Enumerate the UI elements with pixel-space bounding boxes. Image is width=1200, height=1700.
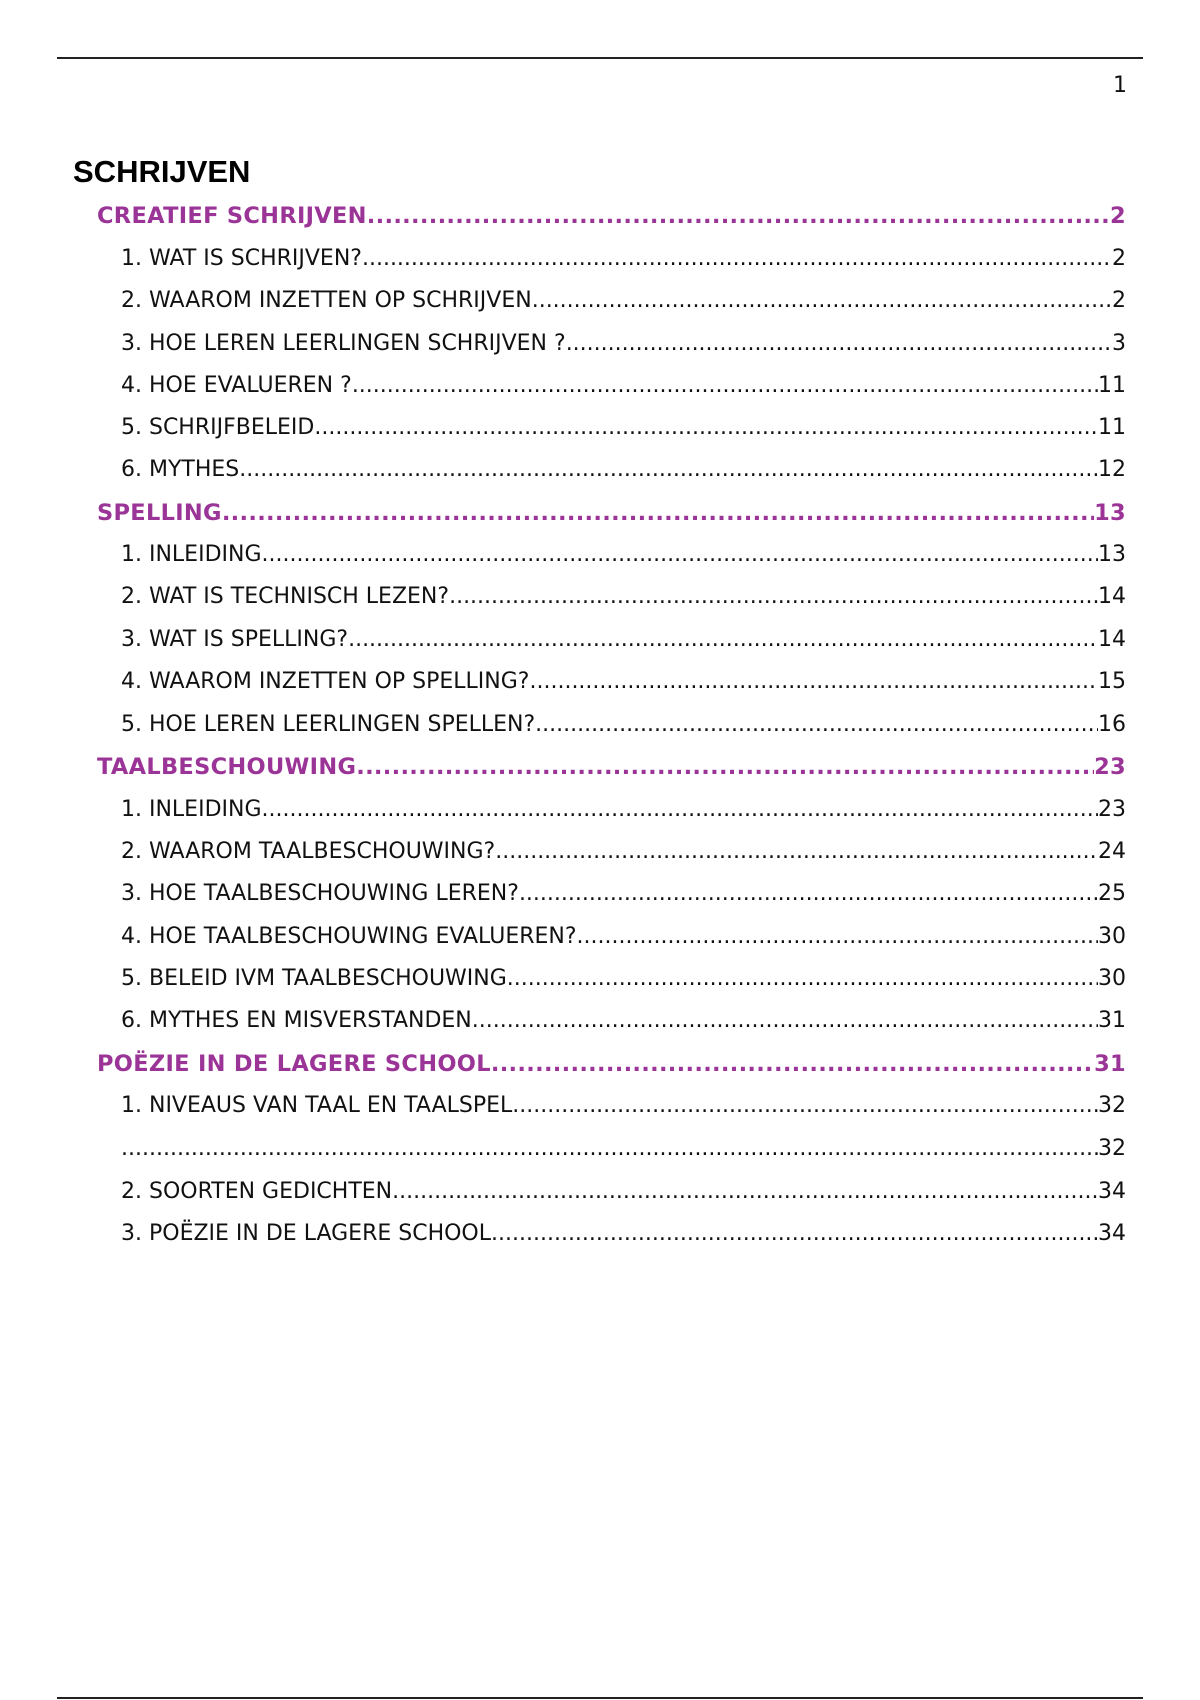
toc-dot-leader [512, 1089, 1098, 1123]
toc-dot-leader [535, 708, 1098, 742]
toc-subsection-entry[interactable] [121, 242, 1126, 276]
toc-entry-page-number: 30 [1098, 924, 1126, 949]
toc-entry-page-number: 30 [1098, 966, 1126, 991]
toc-entry-label: 1. NIVEAUS VAN TAAL EN TAALSPEL [121, 1093, 513, 1118]
toc-subsection-entry[interactable] [121, 538, 1126, 572]
toc-entry-label: 2. WAT IS TECHNISCH LEZEN? [121, 584, 450, 609]
toc-section-entry[interactable] [97, 199, 1126, 233]
toc-subsection-entry[interactable] [121, 284, 1126, 318]
toc-entry-page-number: 32 [1098, 1136, 1126, 1161]
toc-subsection-entry[interactable] [121, 369, 1126, 403]
toc-subsection-entry[interactable] [121, 1175, 1126, 1209]
toc-entry-page-number: 34 [1098, 1179, 1126, 1204]
toc-subsection-entry[interactable] [121, 327, 1126, 361]
toc-dot-leader [566, 327, 1112, 361]
toc-dot-leader [449, 580, 1098, 614]
toc-entry-page-number: 11 [1098, 415, 1126, 440]
toc-dot-leader [577, 920, 1098, 954]
toc-entry-page-number: 24 [1098, 839, 1126, 864]
toc-dot-leader [121, 1132, 1098, 1166]
toc-entry-label: 5. HOE LEREN LEERLINGEN SPELLEN? [121, 712, 536, 737]
toc-entry-label: CREATIEF SCHRIJVEN [97, 203, 367, 229]
toc-dot-leader [314, 411, 1098, 445]
toc-dot-leader [507, 962, 1098, 996]
toc-subsection-entry[interactable] [121, 1089, 1126, 1123]
toc-entry-page-number: 23 [1094, 754, 1126, 780]
footer-rule [57, 1697, 1143, 1699]
toc-entry-page-number: 2 [1112, 288, 1126, 313]
toc-entry-page-number: 15 [1098, 669, 1126, 694]
toc-entry-page-number: 13 [1094, 500, 1126, 526]
toc-entry-label: 3. POËZIE IN DE LAGERE SCHOOL [121, 1221, 492, 1246]
toc-dot-leader [392, 1175, 1098, 1209]
toc-entry-page-number: 34 [1098, 1221, 1126, 1246]
toc-subsection-entry[interactable] [121, 623, 1126, 657]
toc-entry-label: 2. WAAROM TAALBESCHOUWING? [121, 839, 496, 864]
header-rule [57, 57, 1143, 59]
toc-entry-page-number: 2 [1112, 246, 1126, 271]
toc-subsection-entry[interactable] [121, 793, 1126, 827]
toc-entry-label: 2. SOORTEN GEDICHTEN [121, 1179, 393, 1204]
toc-entry-label: 4. HOE EVALUEREN ? [121, 373, 352, 398]
toc-dot-leader [495, 835, 1098, 869]
toc-dot-leader [529, 665, 1098, 699]
toc-dot-leader [472, 1004, 1098, 1038]
toc-subsection-entry[interactable] [121, 962, 1126, 996]
toc-entry-page-number: 12 [1098, 457, 1126, 482]
toc-entry-page-number: 25 [1098, 881, 1126, 906]
toc-entry-page-number: 13 [1098, 542, 1126, 567]
toc-entry-label: 3. HOE LEREN LEERLINGEN SCHRIJVEN ? [121, 331, 566, 356]
toc-dot-leader [352, 369, 1098, 403]
toc-dot-leader [362, 242, 1112, 276]
toc-section-entry[interactable] [97, 750, 1126, 784]
toc-dot-leader [222, 496, 1094, 530]
toc-entry-label: TAALBESCHOUWING [97, 754, 357, 780]
toc-entry-page-number: 16 [1098, 712, 1126, 737]
toc-entry-page-number: 14 [1098, 584, 1126, 609]
document-title: SCHRIJVEN [73, 154, 251, 189]
toc-entry-page-number: 14 [1098, 627, 1126, 652]
toc-subsection-entry[interactable] [121, 920, 1126, 954]
toc-dot-leader [348, 623, 1098, 657]
page-number: 1 [1113, 73, 1127, 98]
toc-entry-label: 5. SCHRIJFBELEID [121, 415, 315, 440]
toc-entry-page-number: 32 [1098, 1093, 1126, 1118]
toc-entry-page-number: 31 [1094, 1051, 1126, 1077]
toc-entry-label: 2. WAAROM INZETTEN OP SCHRIJVEN [121, 288, 532, 313]
toc-entry-label: 6. MYTHES EN MISVERSTANDEN [121, 1008, 472, 1033]
toc-dot-leader [356, 750, 1094, 784]
toc-subsection-entry[interactable] [121, 708, 1126, 742]
toc-subsection-entry[interactable] [121, 835, 1126, 869]
toc-dot-leader [532, 284, 1112, 318]
toc-entry-page-number: 2 [1110, 203, 1126, 229]
toc-dot-leader [262, 538, 1098, 572]
toc-dot-leader [491, 1047, 1094, 1081]
toc-subsection-entry[interactable] [121, 453, 1126, 487]
toc-subsection-entry[interactable] [121, 877, 1126, 911]
toc-subsection-entry[interactable] [121, 411, 1126, 445]
toc-entry-label: 4. HOE TAALBESCHOUWING EVALUEREN? [121, 924, 577, 949]
toc-dot-leader [239, 453, 1098, 487]
toc-entry-label: 4. WAAROM INZETTEN OP SPELLING? [121, 669, 530, 694]
toc-section-entry[interactable] [97, 1047, 1126, 1081]
toc-subsection-entry[interactable] [121, 580, 1126, 614]
toc-entry-page-number: 23 [1098, 797, 1126, 822]
toc-entry-label: 6. MYTHES [121, 457, 240, 482]
toc-subsection-entry[interactable] [121, 665, 1126, 699]
toc-dot-leader [262, 793, 1098, 827]
toc-dot-leader [519, 877, 1098, 911]
toc-entry-label: 1. INLEIDING [121, 797, 262, 822]
toc-section-entry[interactable] [97, 496, 1126, 530]
toc-subsection-entry[interactable] [121, 1132, 1126, 1166]
toc-entry-page-number: 3 [1112, 331, 1126, 356]
toc-entry-label: 1. WAT IS SCHRIJVEN? [121, 246, 362, 271]
toc-dot-leader [491, 1217, 1098, 1251]
toc-subsection-entry[interactable] [121, 1004, 1126, 1038]
toc-entry-label: 3. HOE TAALBESCHOUWING LEREN? [121, 881, 519, 906]
toc-entry-label: 3. WAT IS SPELLING? [121, 627, 349, 652]
toc-subsection-entry[interactable] [121, 1217, 1126, 1251]
toc-entry-page-number: 11 [1098, 373, 1126, 398]
toc-entry-label: 1. INLEIDING [121, 542, 262, 567]
toc-entry-label: 5. BELEID IVM TAALBESCHOUWING [121, 966, 507, 991]
toc-entry-label: POËZIE IN DE LAGERE SCHOOL [97, 1051, 491, 1077]
toc-entry-label: SPELLING [97, 500, 222, 526]
toc-entry-page-number: 31 [1098, 1008, 1126, 1033]
toc-dot-leader [367, 199, 1110, 233]
